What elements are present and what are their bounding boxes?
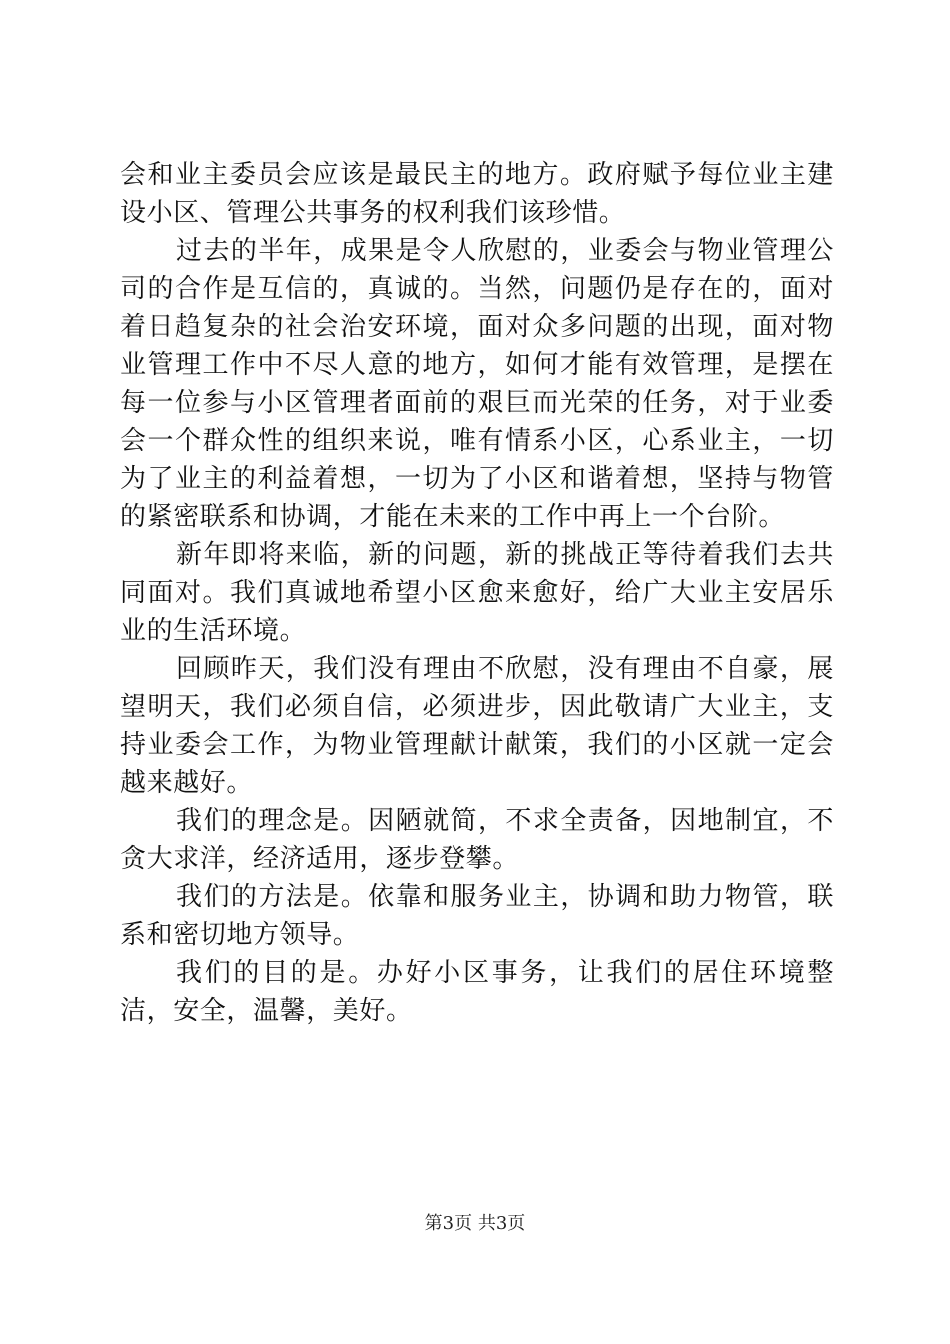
paragraph-method: 我们的方法是。依靠和服务业主，协调和助力物管，联系和密切地方领导。 xyxy=(120,882,834,950)
paragraph-philosophy: 我们的理念是。因陋就简，不求全责备，因地制宜，不贪大求洋，经济适用，逐步登攀。 xyxy=(120,806,834,874)
paragraph-goal: 我们的目的是。办好小区事务，让我们的居住环境整洁，安全，温馨，美好。 xyxy=(120,958,834,1026)
paragraph-past-half-year: 过去的半年，成果是令人欣慰的，业委会与物业管理公司的合作是互信的，真诚的。当然，问题仍是存在的，面对着日趋复杂的社会治安环境，面对众多问题的出现，面对物业管理工作中不尽人意的地方，如何才能有效管理，是摆在每一位参与小区管理者面前的艰巨而光荣的任务，对于业委会一个群众性的组织来说，唯有情系小区，心系业主，一切为了业主的利益着想，一切为了小区和谐着想，坚持与物管的紧密联系和协调，才能在未来的工作中再上一个台阶。 xyxy=(120,236,834,532)
paragraph-continuation: 会和业主委员会应该是最民主的地方。政府赋予每位业主建设小区、管理公共事务的权利我们该珍惜。 xyxy=(120,160,834,228)
document-body xyxy=(120,156,834,1030)
paragraph-review: 回顾昨天，我们没有理由不欣慰，没有理由不自豪，展望明天，我们必须自信，必须进步，因此敬请广大业主，支持业委会工作，为物业管理献计献策，我们的小区就一定会越来越好。 xyxy=(120,654,834,798)
page-number-footer: 第3页 共3页 xyxy=(424,1213,526,1234)
paragraph-new-year: 新年即将来临，新的问题，新的挑战正等待着我们去共同面对。我们真诚地希望小区愈来愈好，给广大业主安居乐业的生活环境。 xyxy=(120,540,834,646)
